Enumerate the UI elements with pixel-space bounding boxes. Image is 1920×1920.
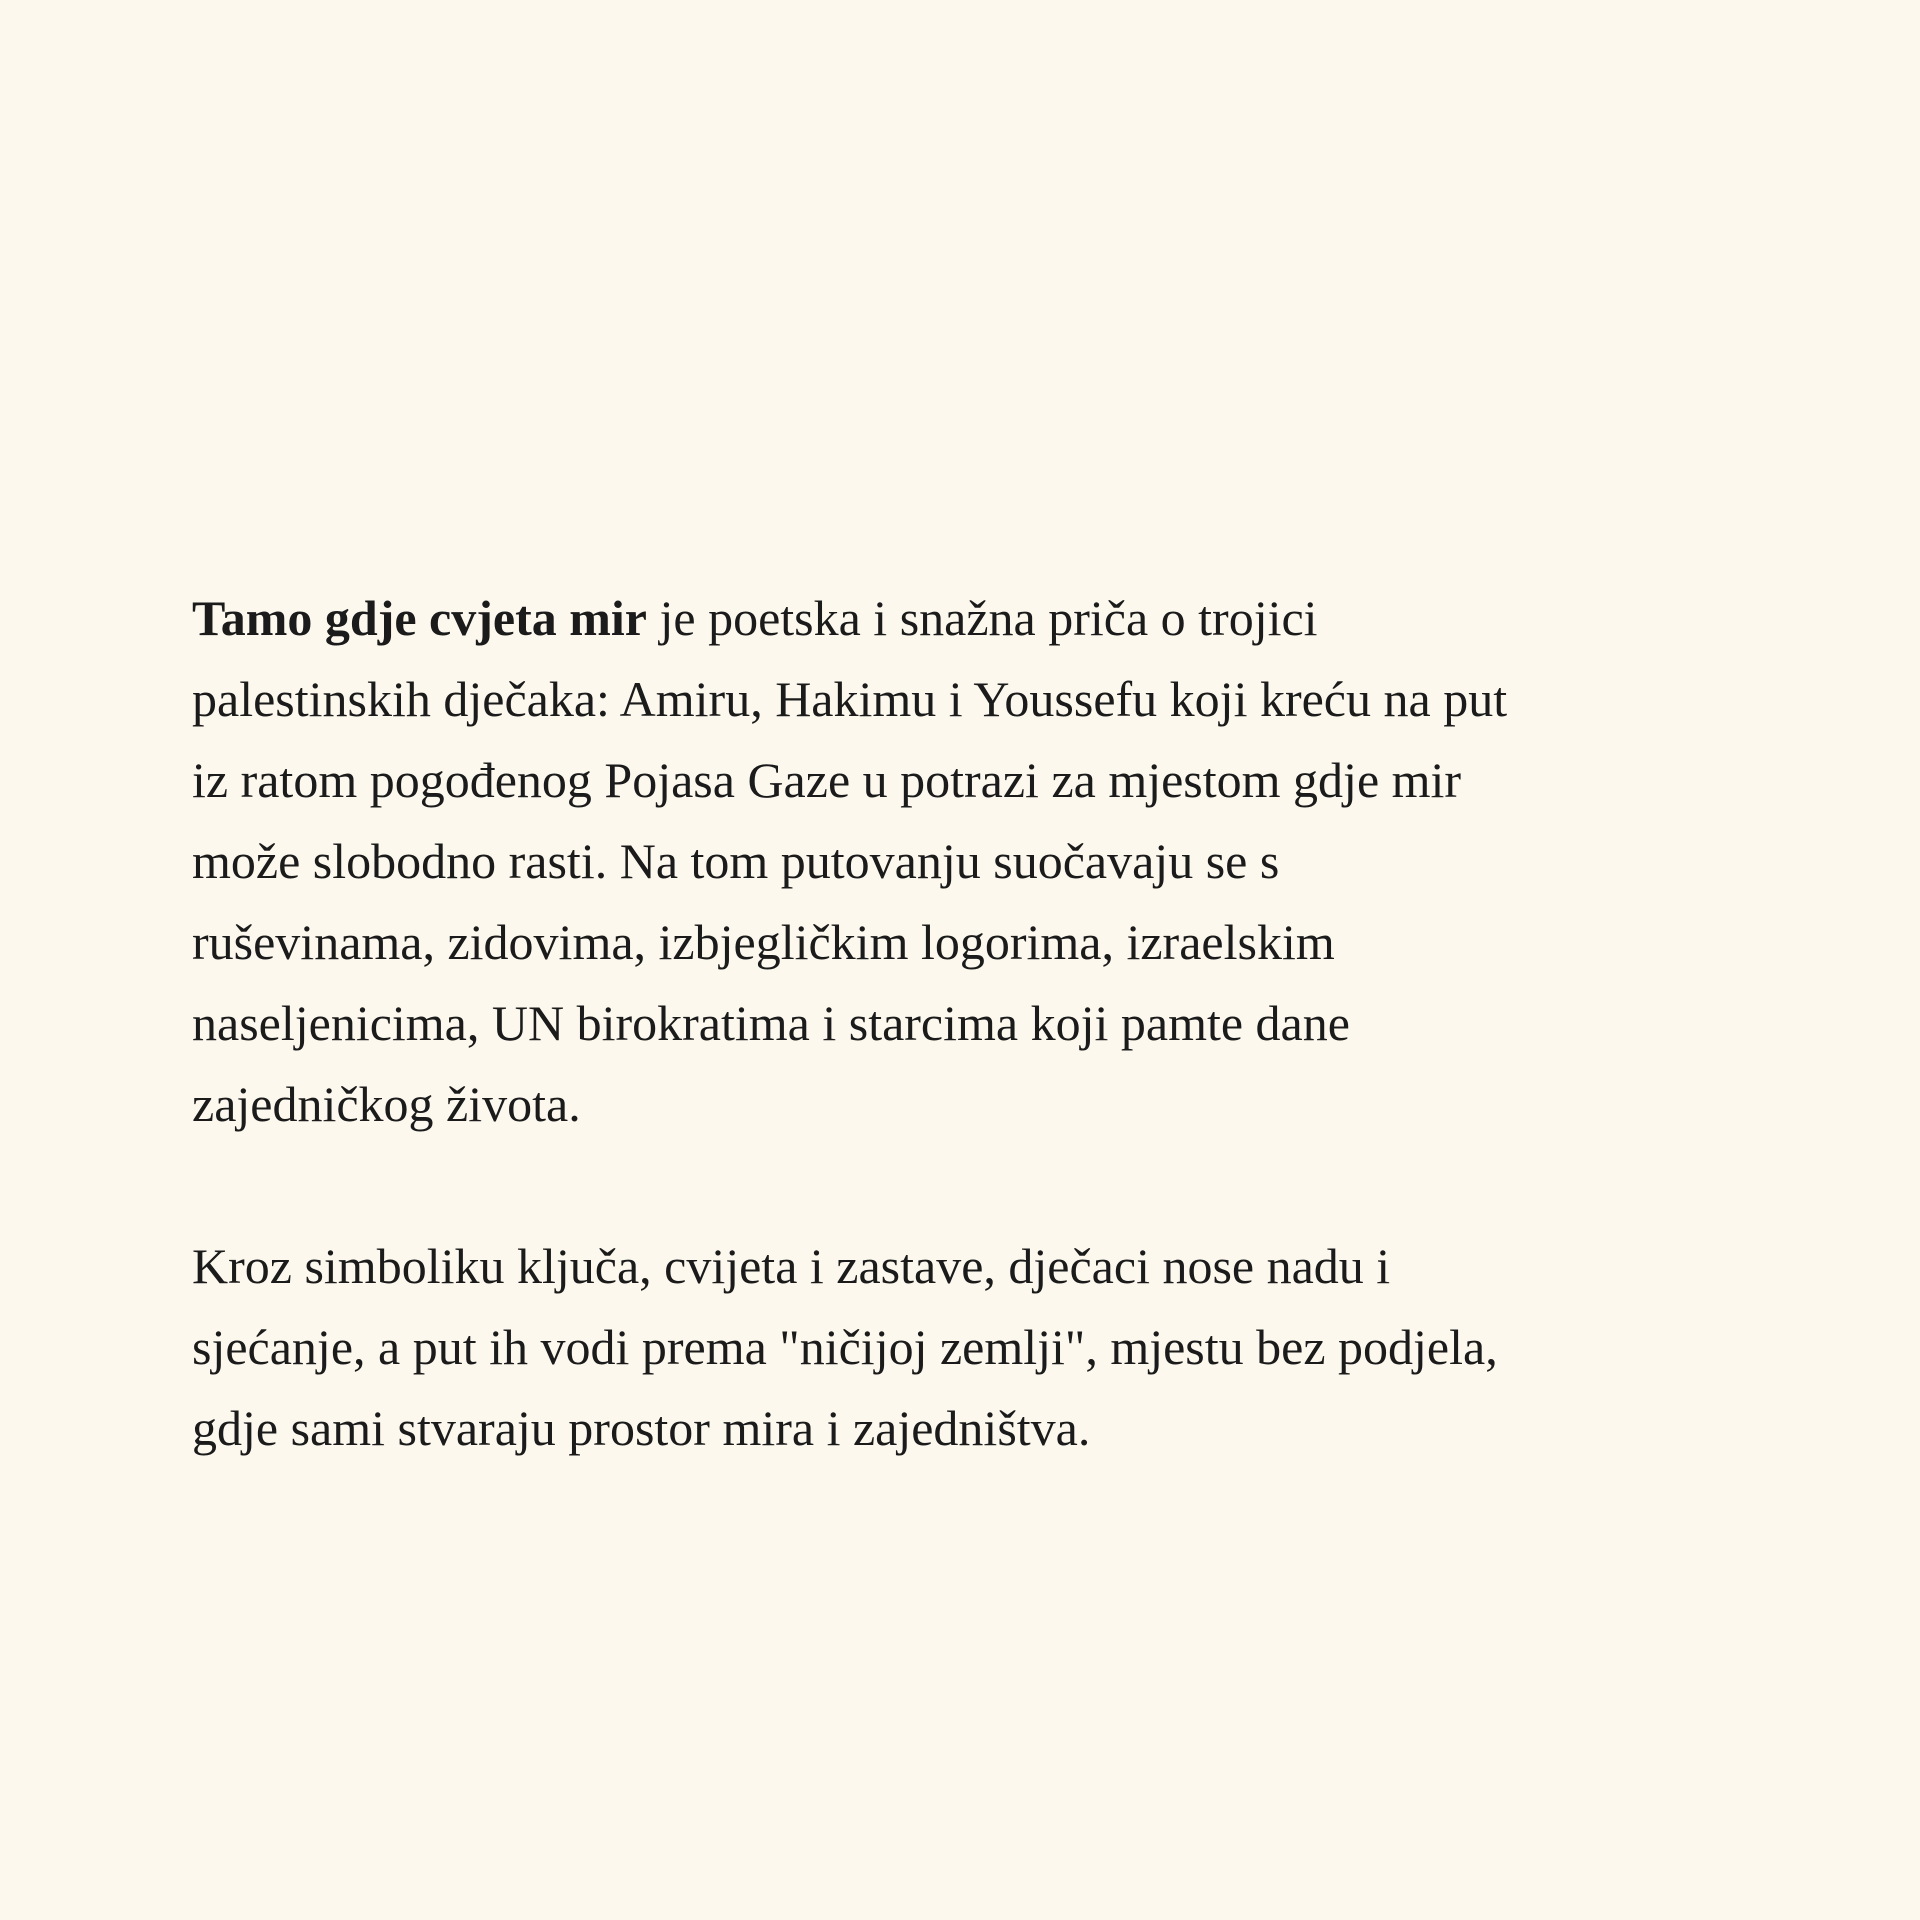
text-line: ruševinama, zidovima, izbjegličkim logorima, izraelskim (192, 914, 1335, 970)
text-line: Kroz simboliku ključa, cvijeta i zastave, dječaci nose nadu i (192, 1238, 1391, 1294)
description-text (192, 578, 1752, 1469)
text-line: može slobodno rasti. Na tom putovanju suočavaju se s (192, 833, 1280, 889)
text-line: sjećanje, a put ih vodi prema "ničijoj zemlji", mjestu bez podjela, (192, 1319, 1498, 1375)
text-line: gdje sami stvaraju prostor mira i zajedništva. (192, 1400, 1091, 1456)
text-line: naseljenicima, UN birokratima i starcima koji pamte dane (192, 995, 1350, 1051)
paragraph-intro (192, 578, 1752, 1145)
paragraph-symbolism (192, 1226, 1752, 1469)
book-title: Tamo gdje cvjeta mir (192, 590, 647, 646)
text-line: palestinskih dječaka: Amiru, Hakimu i Youssefu koji kreću na put (192, 671, 1508, 727)
text-line (192, 578, 1752, 659)
text-line-content: je poetska i snažna priča o trojici (646, 590, 1318, 646)
text-line: zajedničkog života. (192, 1076, 581, 1132)
text-line: iz ratom pogođenog Pojasa Gaze u potrazi za mjestom gdje mir (192, 752, 1462, 808)
